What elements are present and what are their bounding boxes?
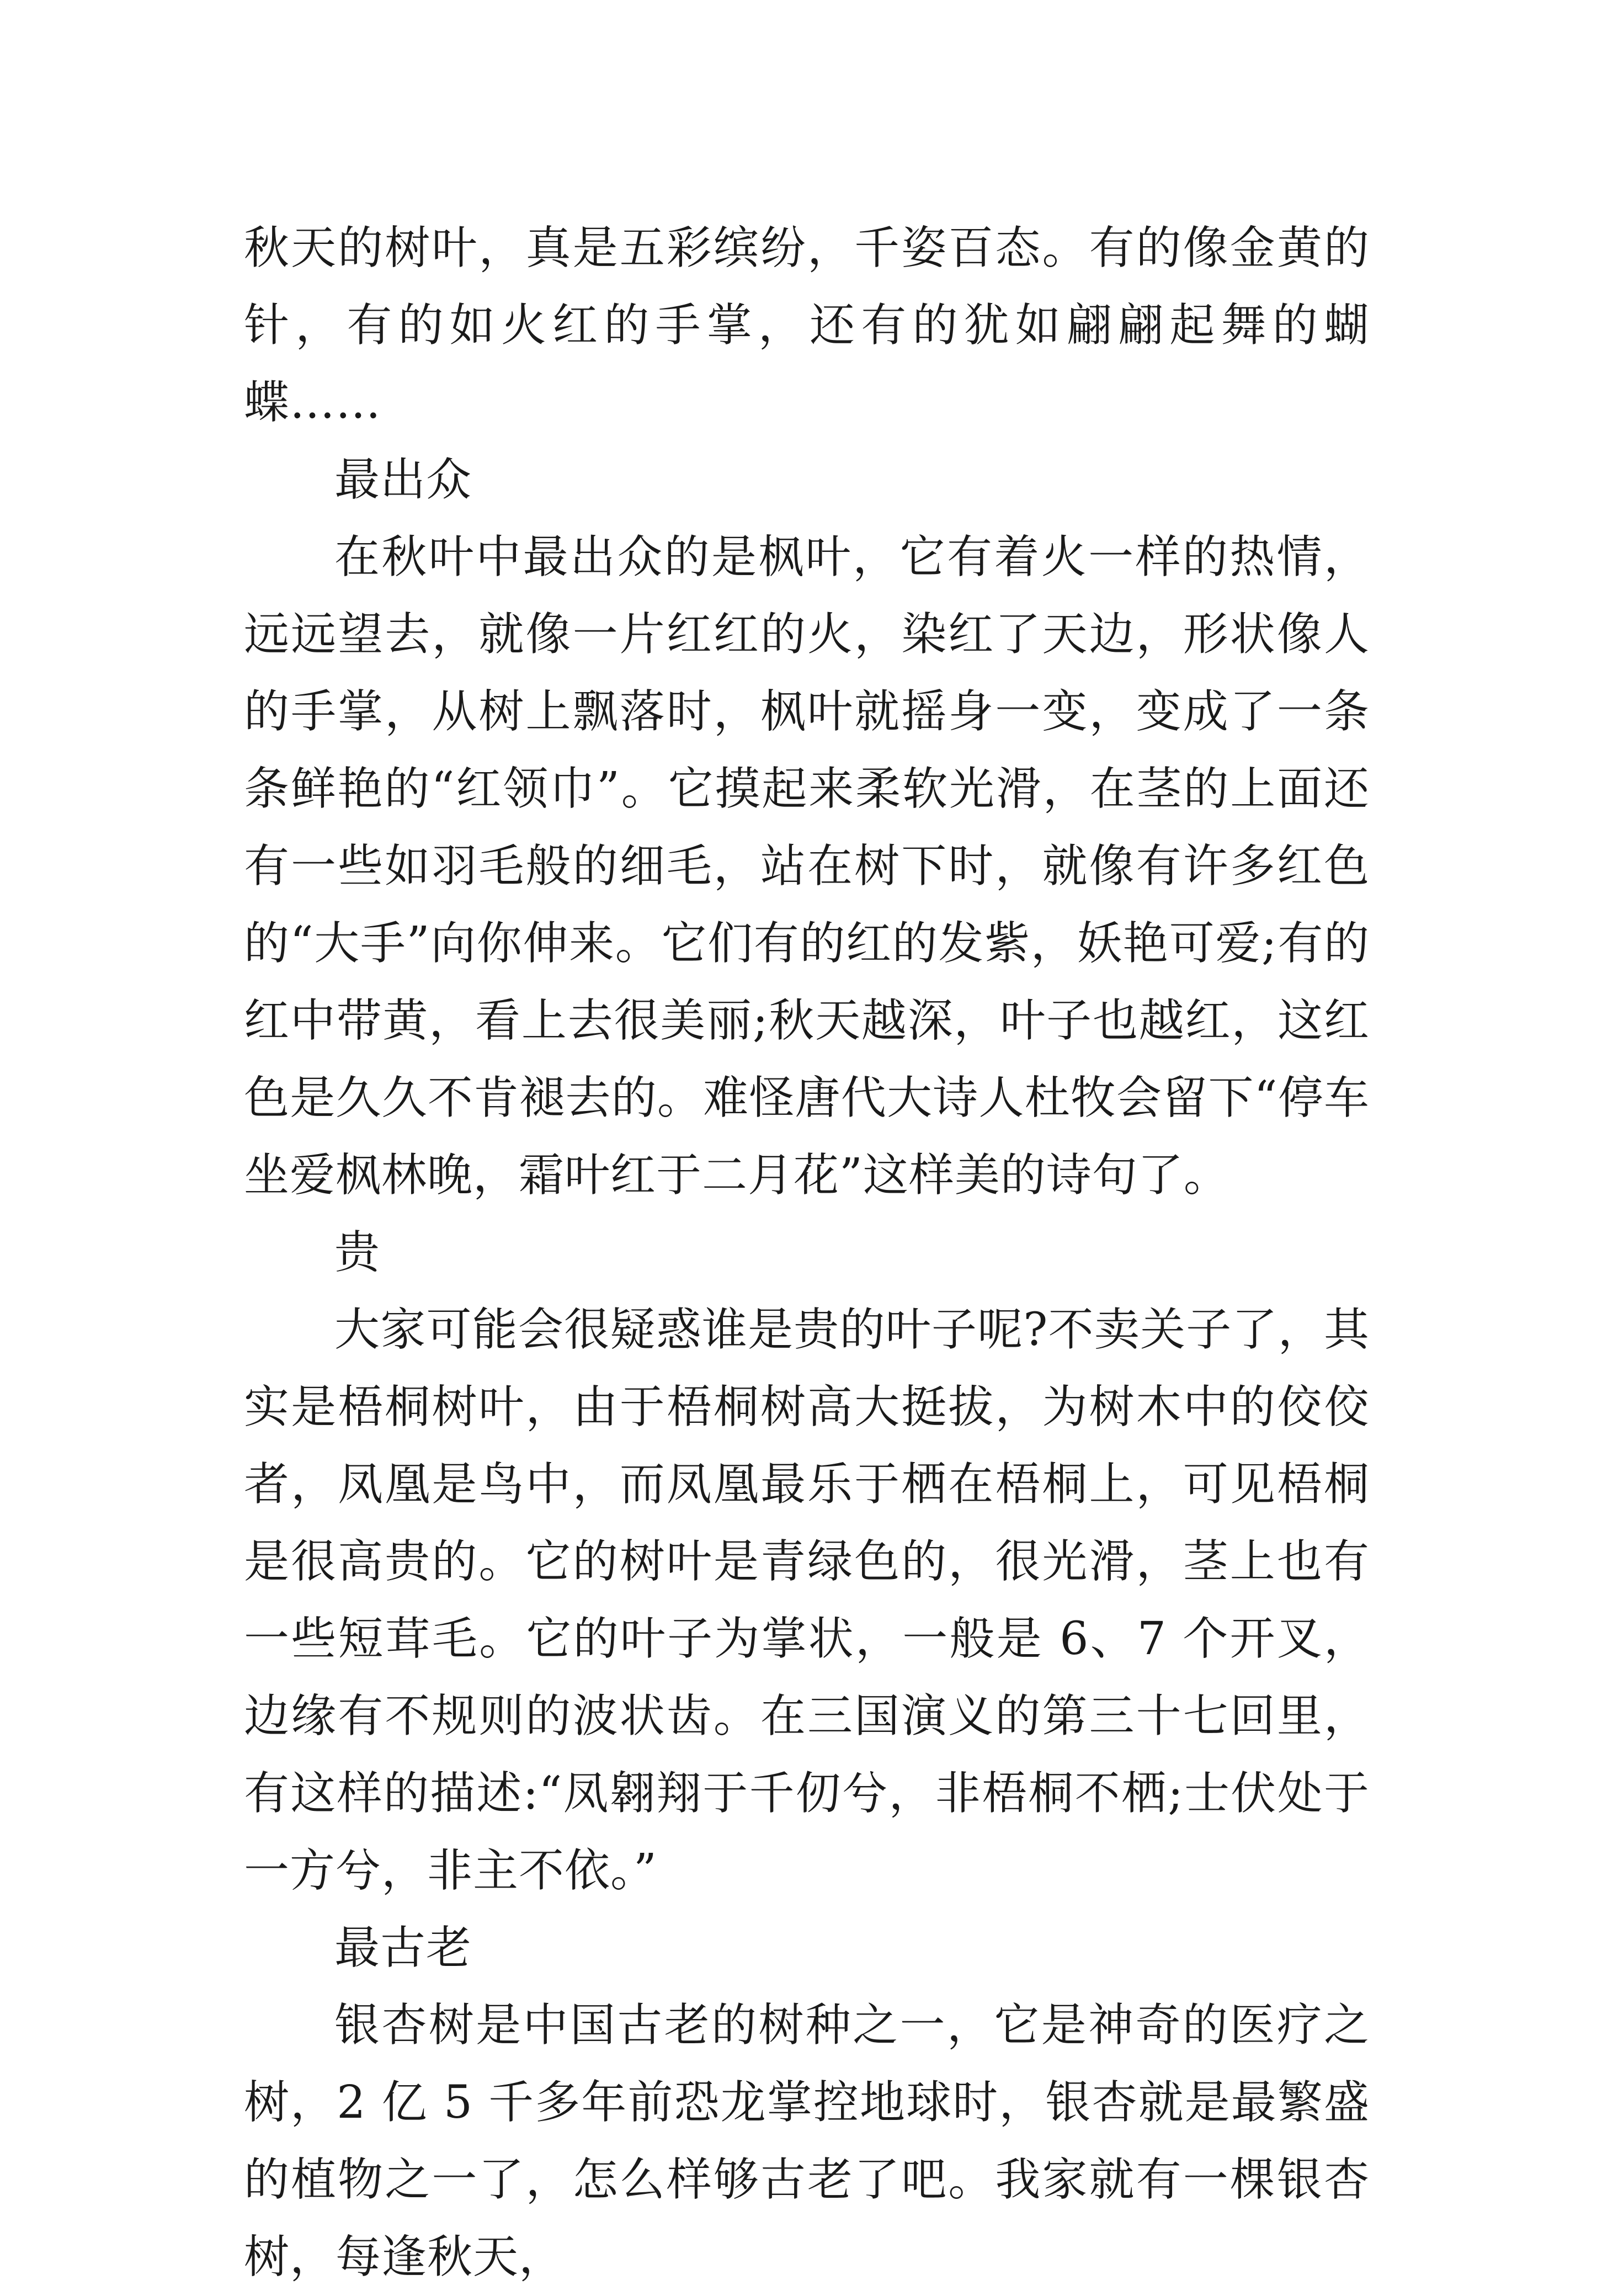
- maple-leaf-paragraph: 在秋叶中最出众的是枫叶，它有着火一样的热情，远远望去，就像一片红红的火，染红了天边，形状像人的手掌，从树上飘落时，枫叶就摇身一变，变成了一条条鲜艳的“红领巾”。它摸起来柔软光滑，在茎的上面还有一些如羽毛般的细毛，站在树下时，就像有许多红色的“大手”向你伸来。它们有的红的发紫，妖艳可爱;有的红中带黄，看上去很美丽;秋天越深，叶子也越红，这红色是久久不肯褪去的。难怪唐代大诗人杜牧会留下“停车坐爱枫林晚，霜叶红于二月花”这样美的诗句了。: [244, 531, 1370, 1202]
- document-body: [244, 210, 1370, 2296]
- section-heading-most-outstanding: 最出众: [334, 454, 472, 506]
- ginkgo-leaf-paragraph: 银杏树是中国古老的树种之一，它是神奇的医疗之树，2 亿 5 千多年前恐龙掌控地球时，银杏就是最繁盛的植物之一了，怎么样够古老了吧。我家就有一棵银杏树，每逢秋天，: [244, 1999, 1370, 2283]
- parasol-leaf-paragraph: 大家可能会很疑惑谁是贵的叶子呢?不卖关子了，其实是梧桐树叶，由于梧桐树高大挺拔，为树木中的佼佼者，凤凰是鸟中，而凤凰最乐于栖在梧桐上，可见梧桐是很高贵的。它的树叶是青绿色的，很光滑，茎上也有一些短茸毛。它的叶子为掌状，一般是 6、7 个开叉，边缘有不规则的波状齿。在三国演义的第三十七回里，有这样的描述:“凤翱翔于千仞兮，非梧桐不栖;士伏处于一方兮，非主不依。”: [244, 1304, 1370, 1897]
- section-heading-noble: 贵: [334, 1226, 381, 1279]
- intro-paragraph: 秋天的树叶，真是五彩缤纷，千姿百态。有的像金黄的针，有的如火红的手掌，还有的犹如翩翩起舞的蝴蝶……: [244, 222, 1370, 429]
- section-heading-oldest: 最古老: [334, 1922, 472, 1974]
